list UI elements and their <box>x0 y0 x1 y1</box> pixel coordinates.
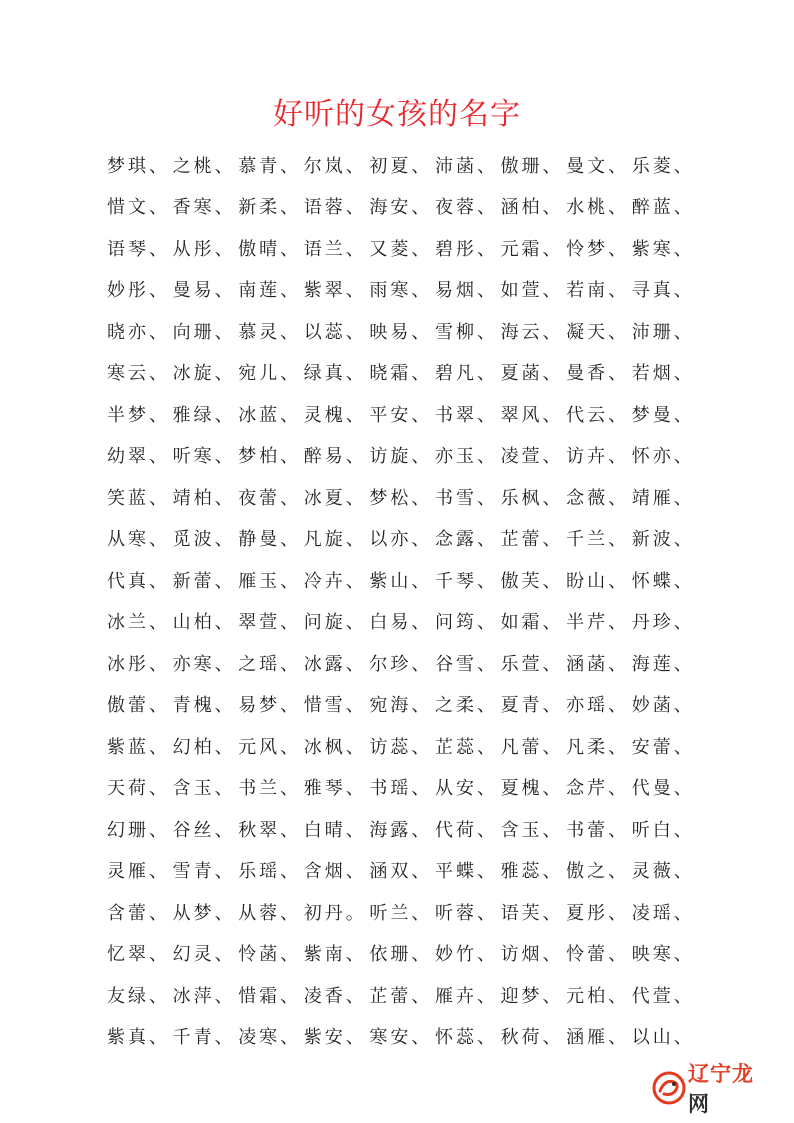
name-line <box>107 727 707 769</box>
name-item: 千兰、 <box>566 529 630 551</box>
name-line <box>107 520 707 562</box>
name-item: 紫寒、 <box>631 238 695 260</box>
name-item: 凌瑶、 <box>631 902 695 924</box>
name-item: 冰彤、 <box>107 653 170 675</box>
name-item: 平蝶、 <box>434 861 498 883</box>
site-watermark <box>652 1062 758 1116</box>
name-item: 青槐、 <box>172 695 236 717</box>
name-item: 水桃、 <box>566 197 630 219</box>
name-line <box>107 893 707 935</box>
name-item: 傲芙、 <box>500 570 564 592</box>
name-item: 书蕾、 <box>566 819 630 841</box>
name-item: 醉易、 <box>303 446 367 468</box>
name-item: 听白、 <box>631 819 695 841</box>
name-item: 语琴、 <box>107 238 170 260</box>
name-item: 秋荷、 <box>500 1027 564 1049</box>
name-item: 怀亦、 <box>631 446 695 468</box>
name-line <box>107 769 707 811</box>
name-line <box>107 229 707 271</box>
name-item: 凡蕾、 <box>500 736 564 758</box>
name-item: 翠萱、 <box>238 612 302 634</box>
name-item: 之瑶、 <box>238 653 302 675</box>
name-item: 乐枫、 <box>500 487 564 509</box>
name-item: 寒云、 <box>107 363 170 385</box>
name-item: 念薇、 <box>566 487 630 509</box>
name-item: 丹珍、 <box>631 612 695 634</box>
name-item: 访旋、 <box>369 446 433 468</box>
name-item: 梦曼、 <box>631 404 695 426</box>
name-item: 访蕊、 <box>369 736 433 758</box>
name-item: 问筠、 <box>434 612 498 634</box>
name-item: 涵菡、 <box>566 653 630 675</box>
name-item: 怜蕾、 <box>566 944 630 966</box>
name-item: 亦瑶、 <box>566 695 630 717</box>
name-item: 傲之、 <box>566 861 630 883</box>
name-item: 如霜、 <box>500 612 564 634</box>
name-item: 代荷、 <box>434 819 498 841</box>
name-item: 妙竹、 <box>434 944 498 966</box>
name-item: 曼香、 <box>566 363 630 385</box>
name-item: 雅琴、 <box>303 778 367 800</box>
name-item: 雨寒、 <box>369 280 433 302</box>
name-line <box>107 395 707 437</box>
liaoning-dragon-logo-icon <box>652 1071 686 1105</box>
name-line <box>107 188 707 230</box>
name-item: 夏槐、 <box>500 778 564 800</box>
name-item: 含玉、 <box>172 778 236 800</box>
name-item: 晓亦、 <box>107 321 170 343</box>
name-item: 沛菡、 <box>434 155 498 177</box>
name-item: 紫翠、 <box>303 280 367 302</box>
name-item: 凝天、 <box>566 321 630 343</box>
name-item: 夏彤、 <box>566 902 630 924</box>
name-item: 涵双、 <box>369 861 433 883</box>
name-item: 夜蕾、 <box>238 487 302 509</box>
name-item: 醉蓝、 <box>631 197 695 219</box>
name-item: 新蕾、 <box>172 570 236 592</box>
name-item: 惜文、 <box>107 197 170 219</box>
name-item: 新柔、 <box>238 197 302 219</box>
name-item: 初丹。 <box>303 902 367 924</box>
name-item: 千琴、 <box>434 570 498 592</box>
name-item: 书瑶、 <box>369 778 433 800</box>
name-item: 幻珊、 <box>107 819 170 841</box>
name-line <box>107 644 707 686</box>
name-item: 沛珊、 <box>631 321 695 343</box>
name-item: 紫南、 <box>303 944 367 966</box>
name-item: 冰夏、 <box>303 487 367 509</box>
name-item: 语兰、 <box>303 238 367 260</box>
name-item: 冷卉、 <box>303 570 367 592</box>
name-item: 靖雁、 <box>631 487 695 509</box>
name-item: 寻真、 <box>631 280 695 302</box>
name-item: 念芹、 <box>566 778 630 800</box>
name-item: 梦松、 <box>369 487 433 509</box>
name-item: 向珊、 <box>172 321 236 343</box>
name-item: 笑蓝、 <box>107 487 170 509</box>
watermark-text-last: 网 <box>688 1092 710 1116</box>
name-line <box>107 312 707 354</box>
name-item: 雪柳、 <box>434 321 498 343</box>
name-item: 书雪、 <box>434 487 498 509</box>
name-item: 谷丝、 <box>172 819 236 841</box>
name-item: 从寒、 <box>107 529 170 551</box>
name-item: 曼易、 <box>172 280 236 302</box>
name-item: 雅绿、 <box>172 404 236 426</box>
name-item: 语芙、 <box>500 902 564 924</box>
name-item: 含玉、 <box>500 819 564 841</box>
name-line <box>107 478 707 520</box>
name-item: 冰旋、 <box>172 363 236 385</box>
name-item: 怀蕊、 <box>434 1027 498 1049</box>
name-item: 妙菡、 <box>631 695 695 717</box>
name-item: 以山、 <box>631 1027 695 1049</box>
name-item: 安蕾、 <box>631 736 695 758</box>
name-item: 雪青、 <box>172 861 236 883</box>
name-item: 尔岚、 <box>303 155 367 177</box>
name-line <box>107 603 707 645</box>
name-item: 忆翠、 <box>107 944 170 966</box>
name-line <box>107 935 707 977</box>
name-item: 惜霜、 <box>238 985 302 1007</box>
name-item: 念露、 <box>434 529 498 551</box>
name-item: 含蕾、 <box>107 902 170 924</box>
name-item: 夏青、 <box>500 695 564 717</box>
name-item: 半芹、 <box>566 612 630 634</box>
name-item: 曼文、 <box>566 155 630 177</box>
name-item: 冰蓝、 <box>238 404 302 426</box>
name-item: 代萱、 <box>631 985 695 1007</box>
name-item: 以亦、 <box>369 529 433 551</box>
name-item: 夜蓉、 <box>434 197 498 219</box>
name-item: 乐菱、 <box>631 155 695 177</box>
name-line <box>107 852 707 894</box>
name-item: 海安、 <box>369 197 433 219</box>
name-item: 亦寒、 <box>172 653 236 675</box>
name-item: 芷蕾、 <box>369 985 433 1007</box>
name-line <box>107 976 707 1018</box>
name-item: 之桃、 <box>172 155 236 177</box>
name-item: 从梦、 <box>172 902 236 924</box>
name-item: 凌寒、 <box>238 1027 302 1049</box>
name-item: 白晴、 <box>303 819 367 841</box>
name-item: 易烟、 <box>434 280 498 302</box>
name-item: 访烟、 <box>500 944 564 966</box>
name-item: 梦琪、 <box>107 155 170 177</box>
name-item: 灵薇、 <box>631 861 695 883</box>
name-item: 天荷、 <box>107 778 170 800</box>
name-item: 山柏、 <box>172 612 236 634</box>
name-item: 靖柏、 <box>172 487 236 509</box>
name-item: 元柏、 <box>566 985 630 1007</box>
name-item: 亦玉、 <box>434 446 498 468</box>
name-item: 凡柔、 <box>566 736 630 758</box>
name-item: 新波、 <box>631 529 695 551</box>
name-item: 怜梦、 <box>566 238 630 260</box>
name-item: 从安、 <box>434 778 498 800</box>
name-item: 傲晴、 <box>238 238 302 260</box>
name-item: 寒安、 <box>369 1027 433 1049</box>
watermark-text-main: 辽宁龙 <box>688 1062 754 1086</box>
name-item: 问旋、 <box>303 612 367 634</box>
name-item: 依珊、 <box>369 944 433 966</box>
name-item: 晓霜、 <box>369 363 433 385</box>
name-item: 怀蝶、 <box>631 570 695 592</box>
name-item: 惜雪、 <box>303 695 367 717</box>
name-item: 凡旋、 <box>303 529 367 551</box>
name-item: 听寒、 <box>172 446 236 468</box>
name-item: 元霜、 <box>500 238 564 260</box>
name-item: 芷蕾、 <box>500 529 564 551</box>
page-title: 好听的女孩的名字 <box>273 97 521 132</box>
name-item: 友绿、 <box>107 985 170 1007</box>
name-line <box>107 146 707 188</box>
name-item: 代真、 <box>107 570 170 592</box>
name-item: 白易、 <box>369 612 433 634</box>
name-item: 翠风、 <box>500 404 564 426</box>
name-item: 灵雁、 <box>107 861 170 883</box>
name-item: 幻灵、 <box>172 944 236 966</box>
name-line <box>107 271 707 313</box>
name-item: 绿真、 <box>303 363 367 385</box>
name-list <box>107 146 707 1059</box>
name-item: 梦柏、 <box>238 446 302 468</box>
name-item: 海莲、 <box>631 653 695 675</box>
name-line <box>107 1018 707 1060</box>
name-item: 海露、 <box>369 819 433 841</box>
name-item: 冰兰、 <box>107 612 170 634</box>
name-item: 冰枫、 <box>303 736 367 758</box>
name-item: 书兰、 <box>238 778 302 800</box>
name-item: 芷蕊、 <box>434 736 498 758</box>
name-item: 平安、 <box>369 404 433 426</box>
name-item: 又菱、 <box>369 238 433 260</box>
name-item: 雅蕊、 <box>500 861 564 883</box>
name-item: 海云、 <box>500 321 564 343</box>
name-item: 谷雪、 <box>434 653 498 675</box>
name-item: 冰露、 <box>303 653 367 675</box>
name-item: 涵柏、 <box>500 197 564 219</box>
name-item: 从彤、 <box>172 238 236 260</box>
name-item: 代云、 <box>566 404 630 426</box>
name-item: 访卉、 <box>566 446 630 468</box>
name-item: 紫安、 <box>303 1027 367 1049</box>
name-item: 幼翠、 <box>107 446 170 468</box>
name-item: 书翠、 <box>434 404 498 426</box>
name-item: 紫真、 <box>107 1027 170 1049</box>
name-item: 妙彤、 <box>107 280 170 302</box>
name-item: 半梦、 <box>107 404 170 426</box>
name-item: 易梦、 <box>238 695 302 717</box>
name-item: 怜菡、 <box>238 944 302 966</box>
name-item: 傲蕾、 <box>107 695 170 717</box>
name-item: 紫山、 <box>369 570 433 592</box>
name-item: 宛儿、 <box>238 363 302 385</box>
name-item: 慕青、 <box>238 155 302 177</box>
name-line <box>107 810 707 852</box>
name-item: 如萱、 <box>500 280 564 302</box>
name-item: 乐萱、 <box>500 653 564 675</box>
name-item: 秋翠、 <box>238 819 302 841</box>
name-item: 元风、 <box>238 736 302 758</box>
name-item: 听兰、 <box>369 902 433 924</box>
name-item: 语蓉、 <box>303 197 367 219</box>
name-item: 慕灵、 <box>238 321 302 343</box>
name-item: 碧彤、 <box>434 238 498 260</box>
name-item: 代曼、 <box>631 778 695 800</box>
name-item: 雁卉、 <box>434 985 498 1007</box>
name-item: 灵槐、 <box>303 404 367 426</box>
name-item: 迎梦、 <box>500 985 564 1007</box>
name-item: 凌香、 <box>303 985 367 1007</box>
name-item: 以蕊、 <box>303 321 367 343</box>
name-line <box>107 354 707 396</box>
name-item: 若南、 <box>566 280 630 302</box>
name-item: 碧凡、 <box>434 363 498 385</box>
name-line <box>107 686 707 728</box>
name-item: 千青、 <box>172 1027 236 1049</box>
name-line <box>107 437 707 479</box>
name-item: 初夏、 <box>369 155 433 177</box>
name-item: 乐瑶、 <box>238 861 302 883</box>
name-item: 从蓉、 <box>238 902 302 924</box>
name-item: 涵雁、 <box>566 1027 630 1049</box>
name-item: 冰萍、 <box>172 985 236 1007</box>
name-item: 盼山、 <box>566 570 630 592</box>
name-item: 听蓉、 <box>434 902 498 924</box>
name-item: 之柔、 <box>434 695 498 717</box>
name-item: 香寒、 <box>172 197 236 219</box>
name-item: 凌萱、 <box>500 446 564 468</box>
name-item: 幻柏、 <box>172 736 236 758</box>
name-item: 紫蓝、 <box>107 736 170 758</box>
name-item: 映易、 <box>369 321 433 343</box>
name-item: 夏菡、 <box>500 363 564 385</box>
name-item: 雁玉、 <box>238 570 302 592</box>
name-item: 南莲、 <box>238 280 302 302</box>
name-item: 傲珊、 <box>500 155 564 177</box>
watermark-text <box>688 1058 758 1118</box>
name-item: 宛海、 <box>369 695 433 717</box>
name-item: 尔珍、 <box>369 653 433 675</box>
name-item: 觅波、 <box>172 529 236 551</box>
name-line <box>107 561 707 603</box>
name-item: 含烟、 <box>303 861 367 883</box>
name-item: 静曼、 <box>238 529 302 551</box>
name-item: 映寒、 <box>631 944 695 966</box>
name-item: 若烟、 <box>631 363 695 385</box>
